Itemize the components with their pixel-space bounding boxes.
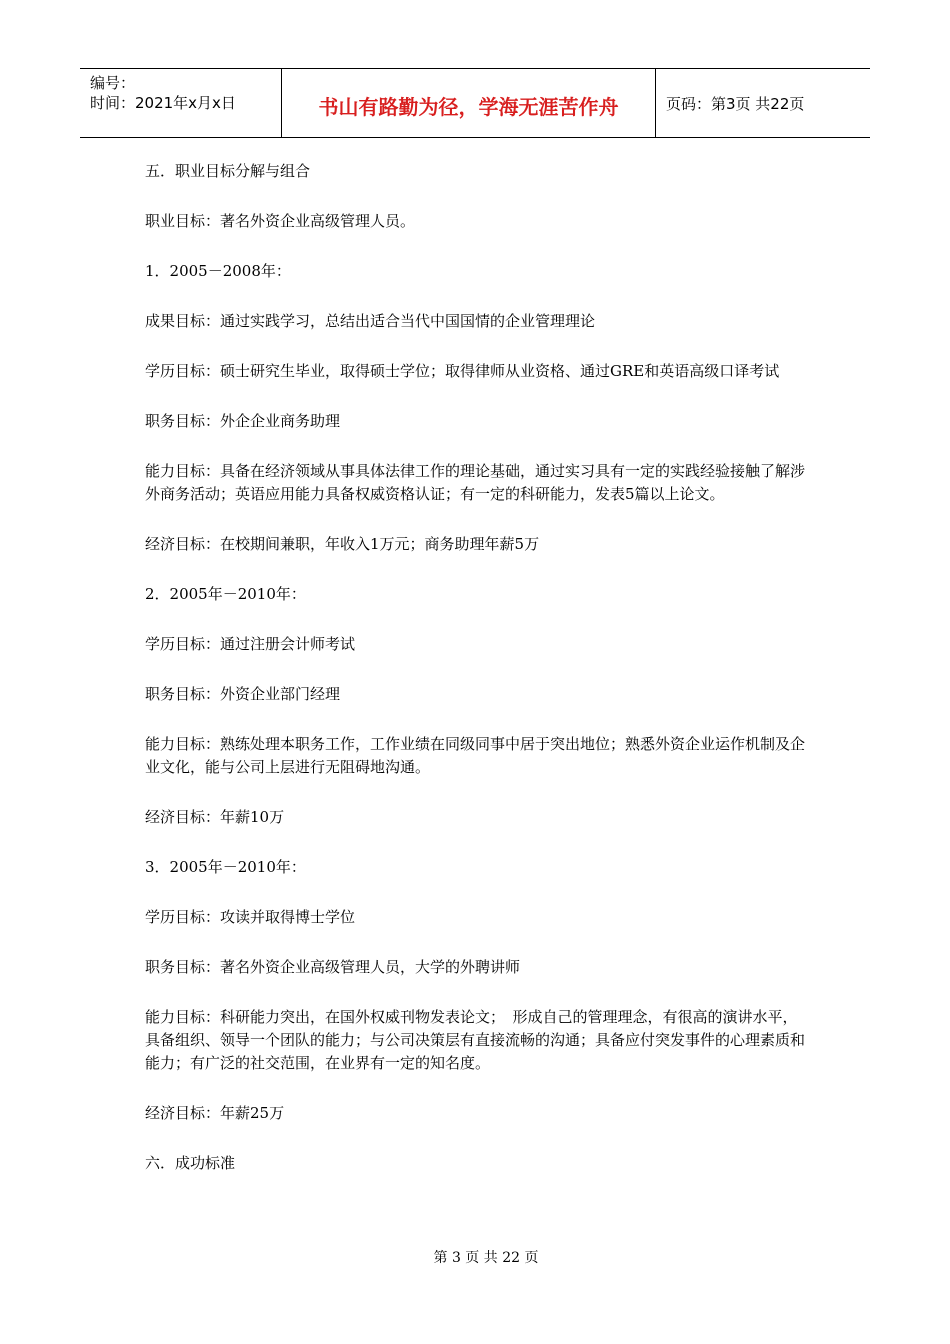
goal-paragraph: 能力目标：科研能力突出，在国外权威刊物发表论文； 形成自己的管理理念，有很高的演讲水平，具备组织、领导一个团队的能力；与公司决策层有直接流畅的沟通；具备应付突发事件的心理素质和能力；有广泛的社交范围，在业界有一定的知名度。 [145, 1008, 806, 1072]
goal-paragraph: 学历目标：攻读并取得博士学位 [145, 908, 356, 926]
section-heading: 六．成功标准 [145, 1154, 236, 1172]
career-goal: 职业目标：著名外资企业高级管理人员。 [145, 212, 416, 230]
page-header [80, 68, 870, 138]
goal-paragraph: 经济目标：年薪25万 [145, 1104, 285, 1122]
goal-paragraph: 学历目标：硕士研究生毕业，取得硕士学位；取得律师从业资格、通过GRE和英语高级口译考试 [145, 362, 780, 380]
goal-paragraph: 学历目标：通过注册会计师考试 [145, 635, 356, 653]
goal-paragraph: 经济目标：年薪10万 [145, 808, 285, 826]
header-page-number: 页码：第3页 共22页 [666, 95, 805, 113]
period-heading: 1．2005－2008年： [145, 262, 291, 280]
document-date: 时间：2021年x月x日 [90, 94, 236, 112]
page-footer: 第 3 页 共 22 页 [433, 1250, 539, 1266]
document-number-label: 编号： [90, 74, 136, 92]
goal-paragraph: 经济目标：在校期间兼职，年收入1万元；商务助理年薪5万 [145, 535, 540, 553]
period-heading: 2．2005年－2010年： [145, 585, 306, 603]
goal-paragraph: 能力目标：具备在经济领域从事具体法律工作的理论基础，通过实习具有一定的实践经验接触了解涉外商务活动；英语应用能力具备权威资格认证；有一定的科研能力，发表5篇以上论文。 [145, 462, 806, 503]
goal-paragraph: 职务目标：外企企业商务助理 [145, 412, 341, 430]
goal-paragraph: 职务目标：外资企业部门经理 [145, 685, 341, 703]
header-motto: 书山有路勤为径，学海无涯苦作舟 [282, 69, 656, 137]
document-body [145, 160, 810, 1202]
period-heading: 3．2005年－2010年： [145, 858, 306, 876]
header-meta [80, 69, 282, 137]
goal-paragraph: 职务目标：著名外资企业高级管理人员，大学的外聘讲师 [145, 958, 521, 976]
goal-paragraph: 成果目标：通过实践学习，总结出适合当代中国国情的企业管理理论 [145, 312, 596, 330]
section-heading: 五．职业目标分解与组合 [145, 162, 311, 180]
goal-paragraph: 能力目标：熟练处理本职务工作，工作业绩在同级同事中居于突出地位；熟悉外资企业运作机制及企业文化，能与公司上层进行无阻碍地沟通。 [145, 735, 806, 776]
